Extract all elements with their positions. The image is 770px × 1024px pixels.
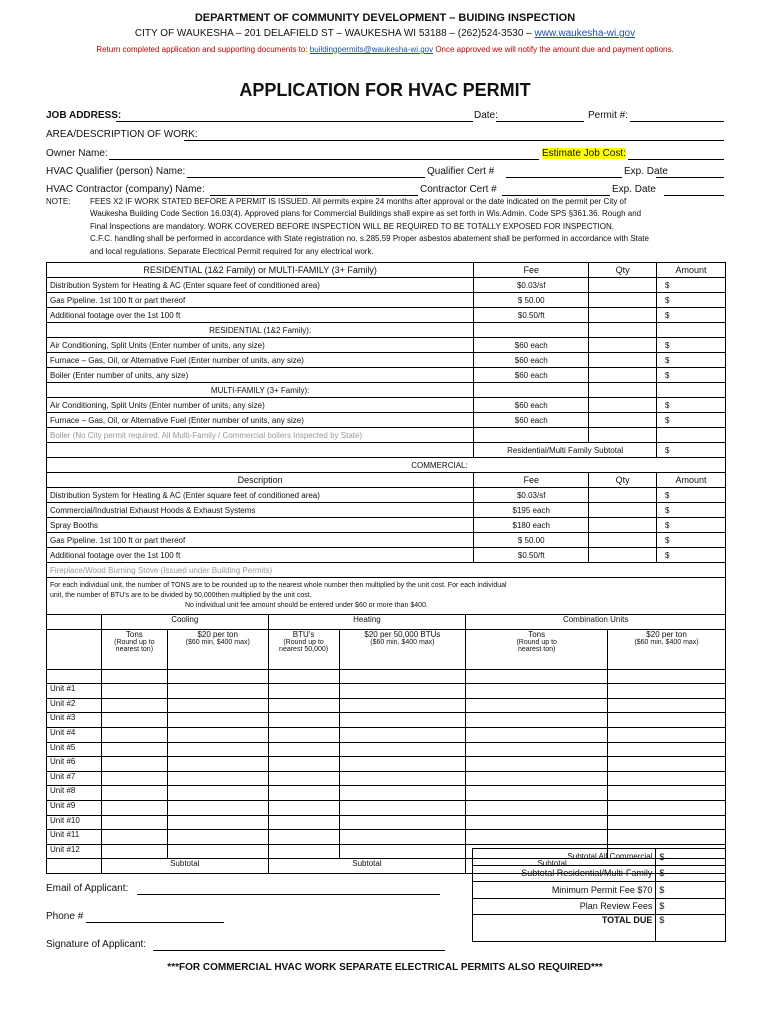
item-fee: $ 50.00 bbox=[474, 533, 589, 548]
col-header: Fee bbox=[474, 263, 589, 278]
btus-input[interactable] bbox=[268, 757, 339, 772]
tons-input[interactable] bbox=[101, 742, 167, 757]
sub-res-input[interactable]: $ bbox=[656, 865, 726, 882]
signature-label: Signature of Applicant: bbox=[46, 939, 147, 950]
btus-input[interactable] bbox=[268, 800, 339, 815]
instruction-row bbox=[47, 578, 726, 615]
table-row bbox=[47, 563, 726, 578]
item-desc: Furnace – Gas, Oil, or Alternative Fuel (Enter number of units, any size) bbox=[47, 353, 474, 368]
table-row bbox=[47, 518, 726, 533]
qty-input[interactable] bbox=[589, 278, 657, 293]
amount-input[interactable]: $ bbox=[657, 548, 726, 563]
exp-date2-label: Exp. Date bbox=[612, 184, 656, 195]
table-row bbox=[473, 882, 726, 899]
btus-header bbox=[268, 629, 339, 669]
contractor-label: HVAC Contractor (company) Name: bbox=[46, 184, 205, 195]
website-link[interactable]: www.waukesha-wi.gov bbox=[534, 28, 636, 39]
instruction-line: No individual unit fee amount should be entered under $60 or more than $400. bbox=[185, 602, 428, 609]
qty-input[interactable] bbox=[589, 308, 657, 323]
summary-table bbox=[472, 848, 726, 942]
combo-tons-input[interactable] bbox=[466, 727, 608, 742]
units-table bbox=[46, 614, 726, 874]
btus-input[interactable] bbox=[268, 684, 339, 699]
tons-input[interactable] bbox=[101, 800, 167, 815]
combo-tons-input[interactable] bbox=[466, 771, 608, 786]
tons-input[interactable] bbox=[101, 786, 167, 801]
combo-tons-input[interactable] bbox=[466, 684, 608, 699]
table-row bbox=[473, 915, 726, 942]
heating-header: Heating bbox=[268, 615, 466, 630]
combo-tons-input[interactable] bbox=[466, 713, 608, 728]
date-input[interactable] bbox=[496, 110, 584, 122]
tons-input[interactable] bbox=[101, 815, 167, 830]
combo-tons-input[interactable] bbox=[466, 800, 608, 815]
amount-input[interactable]: $ bbox=[657, 368, 726, 383]
item-fee: $0.50/ft bbox=[474, 308, 589, 323]
col-header: Qty bbox=[589, 263, 657, 278]
table-row bbox=[47, 338, 726, 353]
unit-row bbox=[47, 757, 726, 772]
amount-input[interactable]: $ bbox=[657, 338, 726, 353]
combo-fee-input[interactable] bbox=[608, 713, 726, 728]
cooling-fee-input[interactable] bbox=[167, 742, 268, 757]
combo-tons-input[interactable] bbox=[466, 757, 608, 772]
permit-no-input[interactable] bbox=[630, 110, 724, 122]
return-post: Once approved we will notify the amount due and payment options. bbox=[433, 45, 674, 54]
item-desc: Gas Pipeline. 1st 100 ft or part thereof bbox=[47, 293, 474, 308]
sub-comm-input[interactable]: $ bbox=[656, 849, 726, 866]
qty-input[interactable] bbox=[589, 413, 657, 428]
unit-label: Unit #5 bbox=[47, 742, 102, 757]
nearest-50000-note: nearest 50,000) bbox=[279, 645, 329, 653]
col-header: Fee bbox=[474, 473, 589, 488]
note-line: FEES X2 IF WORK STATED BEFORE A PERMIT IS ISSUED. All permits expire 24 months after approval or the date indicated on the permit per City of bbox=[90, 197, 627, 206]
item-fee: $0.03/sf bbox=[474, 488, 589, 503]
tons-label: Tons bbox=[125, 629, 143, 639]
note-line: and local regulations. Separate Electrical Permit required for any electrical work. bbox=[90, 246, 374, 256]
department-heading: DEPARTMENT OF COMMUNITY DEVELOPMENT – BUIDING INSPECTION bbox=[194, 12, 576, 24]
round-up-note: (Round up to bbox=[283, 638, 324, 646]
table-row bbox=[47, 368, 726, 383]
btus-input[interactable] bbox=[268, 727, 339, 742]
return-email-link[interactable]: buildingpermits@waukesha-wi.gov bbox=[309, 45, 434, 54]
combo-fee-input[interactable] bbox=[608, 771, 726, 786]
heating-fee-input[interactable] bbox=[339, 742, 466, 757]
qty-input[interactable] bbox=[589, 533, 657, 548]
section-row bbox=[47, 458, 726, 473]
rate-header bbox=[167, 629, 268, 669]
table-row bbox=[47, 428, 726, 443]
section-heading: MULTI-FAMILY (3+ Family): bbox=[47, 383, 474, 398]
per-ton-label: $20 per ton bbox=[197, 629, 238, 639]
amount-input[interactable]: $ bbox=[657, 398, 726, 413]
combo-tons-input[interactable] bbox=[466, 742, 608, 757]
table-row bbox=[473, 849, 726, 866]
tons-input[interactable] bbox=[101, 830, 167, 845]
table-row bbox=[47, 548, 726, 563]
unit-label: Unit #1 bbox=[47, 684, 102, 699]
qty-input[interactable] bbox=[589, 338, 657, 353]
tons-input[interactable] bbox=[101, 684, 167, 699]
qty-input[interactable] bbox=[589, 353, 657, 368]
combo-fee-input[interactable] bbox=[608, 727, 726, 742]
cooling-fee-input[interactable] bbox=[167, 727, 268, 742]
total-due-input[interactable]: $ bbox=[656, 915, 726, 942]
spacer-row bbox=[47, 669, 726, 684]
city-address-line bbox=[0, 28, 770, 39]
cooling-fee-input[interactable] bbox=[167, 800, 268, 815]
qty-input[interactable] bbox=[589, 293, 657, 308]
item-fee: $60 each bbox=[474, 353, 589, 368]
amount-input[interactable]: $ bbox=[657, 413, 726, 428]
email-input[interactable] bbox=[137, 883, 440, 895]
amount-input[interactable]: $ bbox=[657, 353, 726, 368]
area-input[interactable] bbox=[184, 129, 724, 141]
table-row bbox=[47, 533, 726, 548]
combo-subtotal: Subtotal bbox=[466, 859, 726, 874]
unit-row bbox=[47, 727, 726, 742]
unit-label: Unit #4 bbox=[47, 727, 102, 742]
cooling-fee-input[interactable] bbox=[167, 844, 268, 859]
unit-label: Unit #3 bbox=[47, 713, 102, 728]
qualifier-cert-input[interactable] bbox=[506, 166, 622, 178]
estimate-label: Estimate Job Cost: bbox=[542, 148, 626, 159]
unit-rows bbox=[47, 684, 726, 859]
nearest-ton-note: nearest ton) bbox=[518, 645, 556, 653]
item-fee: $60 each bbox=[474, 398, 589, 413]
permit-no-label: Permit #: bbox=[588, 110, 629, 121]
amount-input[interactable]: $ bbox=[657, 308, 726, 323]
cooling-fee-input[interactable] bbox=[167, 786, 268, 801]
heating-fee-input[interactable] bbox=[339, 684, 466, 699]
qty-input[interactable] bbox=[589, 503, 657, 518]
res-subtotal-label: Residential/Multi Family Subtotal bbox=[474, 443, 657, 458]
exp-date2-input[interactable] bbox=[664, 184, 724, 196]
plan-review-label: Plan Review Fees bbox=[473, 898, 656, 915]
table-row bbox=[473, 898, 726, 915]
min-fee-input[interactable]: $ bbox=[656, 882, 726, 899]
job-address-label: JOB ADDRESS: bbox=[46, 110, 122, 121]
heating-fee-input[interactable] bbox=[339, 771, 466, 786]
cooling-fee-input[interactable] bbox=[167, 815, 268, 830]
item-desc: Boiler (No City permit required, All Multi-Family / Commercial boilers Inspected by State) bbox=[47, 428, 474, 443]
combo-fee-input[interactable] bbox=[608, 786, 726, 801]
unit-row bbox=[47, 684, 726, 699]
fee-table bbox=[46, 262, 726, 615]
combo-fee-input[interactable] bbox=[608, 698, 726, 713]
table-row bbox=[47, 353, 726, 368]
sub-res-label: Subtotal Residential/Multi-Family bbox=[473, 865, 656, 882]
item-fee: $ 50.00 bbox=[474, 293, 589, 308]
cooling-fee-input[interactable] bbox=[167, 830, 268, 845]
heating-fee-input[interactable] bbox=[339, 786, 466, 801]
per-btu-label: $20 per 50,000 BTUs bbox=[364, 629, 441, 639]
plan-review-input[interactable]: $ bbox=[656, 898, 726, 915]
city-address: CITY OF WAUKESHA – 201 DELAFIELD ST – WAUKESHA WI 53188 – (262)524-3530 – bbox=[134, 28, 532, 39]
owner-label: Owner Name: bbox=[46, 148, 108, 159]
qty-input[interactable] bbox=[589, 398, 657, 413]
unit-row bbox=[47, 800, 726, 815]
combo-fee-input[interactable] bbox=[608, 815, 726, 830]
amount-input[interactable]: $ bbox=[657, 533, 726, 548]
amount-input[interactable]: $ bbox=[657, 488, 726, 503]
table-row bbox=[47, 278, 726, 293]
table-row bbox=[47, 398, 726, 413]
minmax-note: ($60 min, $400 max) bbox=[634, 638, 699, 646]
contractor-cert-input[interactable] bbox=[502, 184, 610, 196]
col-header: Description bbox=[47, 473, 474, 488]
sub-comm-label: Subtotal All Commercial bbox=[473, 849, 656, 866]
unit-label: Unit #12 bbox=[47, 844, 102, 859]
minmax-note: ($60 min, $400 max) bbox=[185, 638, 250, 646]
unit-label: Unit #11 bbox=[47, 830, 102, 845]
heating-fee-input[interactable] bbox=[339, 830, 466, 845]
instruction-line: For each individual unit, the number of TONS are to be rounded up to the nearest whole number then multiplied by the unit cost. For each individual bbox=[50, 582, 507, 589]
note-line: C.F.C. handling shall be performed in accordance with State registration no. s.285.59 Proper asbestos abatement shall be performed in accordance with State bbox=[90, 234, 649, 244]
section-heading: COMMERCIAL: bbox=[47, 458, 726, 473]
job-address-input[interactable] bbox=[116, 110, 473, 122]
btus-input[interactable] bbox=[268, 771, 339, 786]
tons-label: Tons bbox=[528, 629, 546, 639]
tons-input[interactable] bbox=[101, 713, 167, 728]
cooling-fee-input[interactable] bbox=[167, 698, 268, 713]
instruction-line: unit, the number of BTU's are to be divided by 50,000then multiplied by the unit cost. bbox=[50, 592, 312, 599]
min-fee-label: Minimum Permit Fee $70 bbox=[473, 882, 656, 899]
round-up-note: (Round up to bbox=[114, 638, 155, 646]
item-desc: Air Conditioning, Split Units (Enter number of units, any size) bbox=[47, 338, 474, 353]
btus-input[interactable] bbox=[268, 786, 339, 801]
combo-fee-input[interactable] bbox=[608, 742, 726, 757]
btus-input[interactable] bbox=[268, 742, 339, 757]
unit-row bbox=[47, 830, 726, 845]
total-due-label: TOTAL DUE bbox=[473, 915, 656, 942]
table-row bbox=[47, 293, 726, 308]
unit-label: Unit #6 bbox=[47, 757, 102, 772]
heating-fee-input[interactable] bbox=[339, 800, 466, 815]
table-row bbox=[47, 473, 726, 488]
unit-row bbox=[47, 786, 726, 801]
cooling-fee-input[interactable] bbox=[167, 684, 268, 699]
qualifier-label: HVAC Qualifier (person) Name: bbox=[46, 166, 186, 177]
exp-date-label: Exp. Date bbox=[624, 166, 668, 177]
item-fee: $60 each bbox=[474, 413, 589, 428]
item-desc: Additional footage over the 1st 100 ft bbox=[47, 308, 474, 323]
qty-input[interactable] bbox=[589, 518, 657, 533]
btus-input[interactable] bbox=[268, 713, 339, 728]
item-desc: Furnace – Gas, Oil, or Alternative Fuel (Enter number of units, any size) bbox=[47, 413, 474, 428]
table-row bbox=[47, 413, 726, 428]
tons-input[interactable] bbox=[101, 727, 167, 742]
heating-fee-input[interactable] bbox=[339, 698, 466, 713]
email-label: Email of Applicant: bbox=[46, 883, 129, 894]
btus-input[interactable] bbox=[268, 844, 339, 859]
exp-date-input[interactable] bbox=[656, 166, 724, 178]
area-label: AREA/DESCRIPTION OF WORK: bbox=[46, 129, 198, 140]
note-text bbox=[90, 196, 740, 258]
combo-tons-input[interactable] bbox=[466, 698, 608, 713]
item-desc: Air Conditioning, Split Units (Enter number of units, any size) bbox=[47, 398, 474, 413]
tons-header bbox=[101, 629, 167, 669]
table-row bbox=[47, 503, 726, 518]
note-label: NOTE: bbox=[46, 197, 71, 206]
table-row bbox=[47, 308, 726, 323]
table-row bbox=[47, 263, 726, 278]
table-row bbox=[47, 629, 726, 669]
cooling-fee-input[interactable] bbox=[167, 771, 268, 786]
item-desc: Distribution System for Heating & AC (Enter square feet of conditioned area) bbox=[47, 488, 474, 503]
minmax-note: ($60 min, $400 max) bbox=[370, 638, 435, 646]
amount-input[interactable]: $ bbox=[657, 293, 726, 308]
item-fee: $0.03/sf bbox=[474, 278, 589, 293]
unit-row bbox=[47, 698, 726, 713]
col-header: RESIDENTIAL (1&2 Family) or MULTI-FAMILY (3+ Family) bbox=[47, 263, 474, 278]
contractor-cert-label: Contractor Cert # bbox=[420, 184, 497, 195]
tons-input[interactable] bbox=[101, 844, 167, 859]
item-fee: $60 each bbox=[474, 368, 589, 383]
tons-header bbox=[466, 629, 608, 669]
section-row bbox=[47, 323, 726, 338]
footer-note: ***FOR COMMERCIAL HVAC WORK SEPARATE ELECTRICAL PERMITS ALSO REQUIRED*** bbox=[167, 962, 603, 973]
cooling-subtotal: Subtotal bbox=[101, 859, 268, 874]
tons-input[interactable] bbox=[101, 757, 167, 772]
unit-row bbox=[47, 771, 726, 786]
table-row bbox=[47, 443, 726, 458]
tons-input[interactable] bbox=[101, 698, 167, 713]
tons-input[interactable] bbox=[101, 771, 167, 786]
rate-header bbox=[608, 629, 726, 669]
cooling-header: Cooling bbox=[101, 615, 268, 630]
cooling-fee-input[interactable] bbox=[167, 757, 268, 772]
item-desc: Fireplace/Wood Burning Stove (Issued under Building Permits) bbox=[47, 563, 726, 578]
section-heading: RESIDENTIAL (1&2 Family): bbox=[47, 323, 474, 338]
amount-input[interactable]: $ bbox=[657, 503, 726, 518]
date-label: Date: bbox=[474, 110, 498, 121]
combo-header: Combination Units bbox=[466, 615, 726, 630]
item-fee: $195 each bbox=[474, 503, 589, 518]
unit-row bbox=[47, 815, 726, 830]
cooling-fee-input[interactable] bbox=[167, 713, 268, 728]
item-desc: Commercial/Industrial Exhaust Hoods & Exhaust Systems bbox=[47, 503, 474, 518]
table-row bbox=[473, 865, 726, 882]
item-desc: Gas Pipeline. 1st 100 ft or part thereof bbox=[47, 533, 474, 548]
item-desc: Distribution System for Heating & AC (Enter square feet of conditioned area) bbox=[47, 278, 474, 293]
col-header: Qty bbox=[589, 473, 657, 488]
unit-label: Unit #7 bbox=[47, 771, 102, 786]
combo-fee-input[interactable] bbox=[608, 830, 726, 845]
qty-input[interactable] bbox=[589, 368, 657, 383]
round-up-note: (Round up to bbox=[516, 638, 557, 646]
combo-fee-input[interactable] bbox=[608, 757, 726, 772]
unit-row bbox=[47, 713, 726, 728]
item-desc: Boiler (Enter number of units, any size) bbox=[47, 368, 474, 383]
per-ton-label: $20 per ton bbox=[646, 629, 687, 639]
qty-input[interactable] bbox=[589, 548, 657, 563]
heating-fee-input[interactable] bbox=[339, 713, 466, 728]
combo-fee-input[interactable] bbox=[608, 800, 726, 815]
table-row bbox=[47, 615, 726, 630]
btus-input[interactable] bbox=[268, 815, 339, 830]
page-title: APPLICATION FOR HVAC PERMIT bbox=[239, 80, 531, 100]
contractor-input[interactable] bbox=[210, 184, 418, 196]
unit-label: Unit #8 bbox=[47, 786, 102, 801]
note-line: Waukesha Building Code Section 16.03(4). Approved plans for Commercial Buildings shall expire as set forth in Wis.Admin. Code SPS §361.36. Rough and bbox=[90, 209, 642, 219]
phone-label: Phone # bbox=[46, 911, 84, 922]
rate-header bbox=[339, 629, 466, 669]
amount-input[interactable]: $ bbox=[657, 518, 726, 533]
item-fee: $180 each bbox=[474, 518, 589, 533]
unit-label: Unit #9 bbox=[47, 800, 102, 815]
combo-tons-input[interactable] bbox=[466, 830, 608, 845]
qualifier-input[interactable] bbox=[187, 166, 425, 178]
return-instructions bbox=[0, 45, 770, 54]
qualifier-cert-label: Qualifier Cert # bbox=[427, 166, 495, 177]
qty-input[interactable] bbox=[589, 488, 657, 503]
item-desc: Spray Booths bbox=[47, 518, 474, 533]
btus-label: BTU's bbox=[292, 629, 315, 639]
heating-fee-input[interactable] bbox=[339, 727, 466, 742]
unit-label: Unit #10 bbox=[47, 815, 102, 830]
return-pre: Return completed application and supporting documents to: bbox=[96, 45, 308, 54]
combo-fee-input[interactable] bbox=[608, 684, 726, 699]
btus-input[interactable] bbox=[268, 698, 339, 713]
res-subtotal-input[interactable]: $ bbox=[657, 443, 726, 458]
heating-fee-input[interactable] bbox=[339, 757, 466, 772]
table-row bbox=[47, 488, 726, 503]
instructions bbox=[47, 578, 726, 615]
unit-row bbox=[47, 742, 726, 757]
unit-label: Unit #2 bbox=[47, 698, 102, 713]
combo-tons-input[interactable] bbox=[466, 815, 608, 830]
btus-input[interactable] bbox=[268, 830, 339, 845]
heating-fee-input[interactable] bbox=[339, 844, 466, 859]
note-line: Final Inspections are mandatory. WORK COVERED BEFORE INSPECTION WILL BE REQUIRED TO BE TOTALLY EXPOSED FOR INSPECTION. bbox=[90, 221, 614, 231]
item-fee: $60 each bbox=[474, 338, 589, 353]
nearest-ton-note: nearest ton) bbox=[115, 645, 154, 653]
signature-input[interactable] bbox=[153, 939, 445, 951]
item-desc: Additional footage over the 1st 100 ft bbox=[47, 548, 474, 563]
col-header: Amount bbox=[657, 473, 726, 488]
section-row bbox=[47, 383, 726, 398]
item-fee: $0.50/ft bbox=[474, 548, 589, 563]
phone-input[interactable] bbox=[86, 911, 224, 923]
col-header: Amount bbox=[657, 263, 726, 278]
estimate-input[interactable] bbox=[628, 148, 724, 160]
heating-fee-input[interactable] bbox=[339, 815, 466, 830]
amount-input[interactable]: $ bbox=[657, 278, 726, 293]
combo-tons-input[interactable] bbox=[466, 786, 608, 801]
owner-input[interactable] bbox=[109, 148, 539, 160]
heating-subtotal: Subtotal bbox=[268, 859, 466, 874]
